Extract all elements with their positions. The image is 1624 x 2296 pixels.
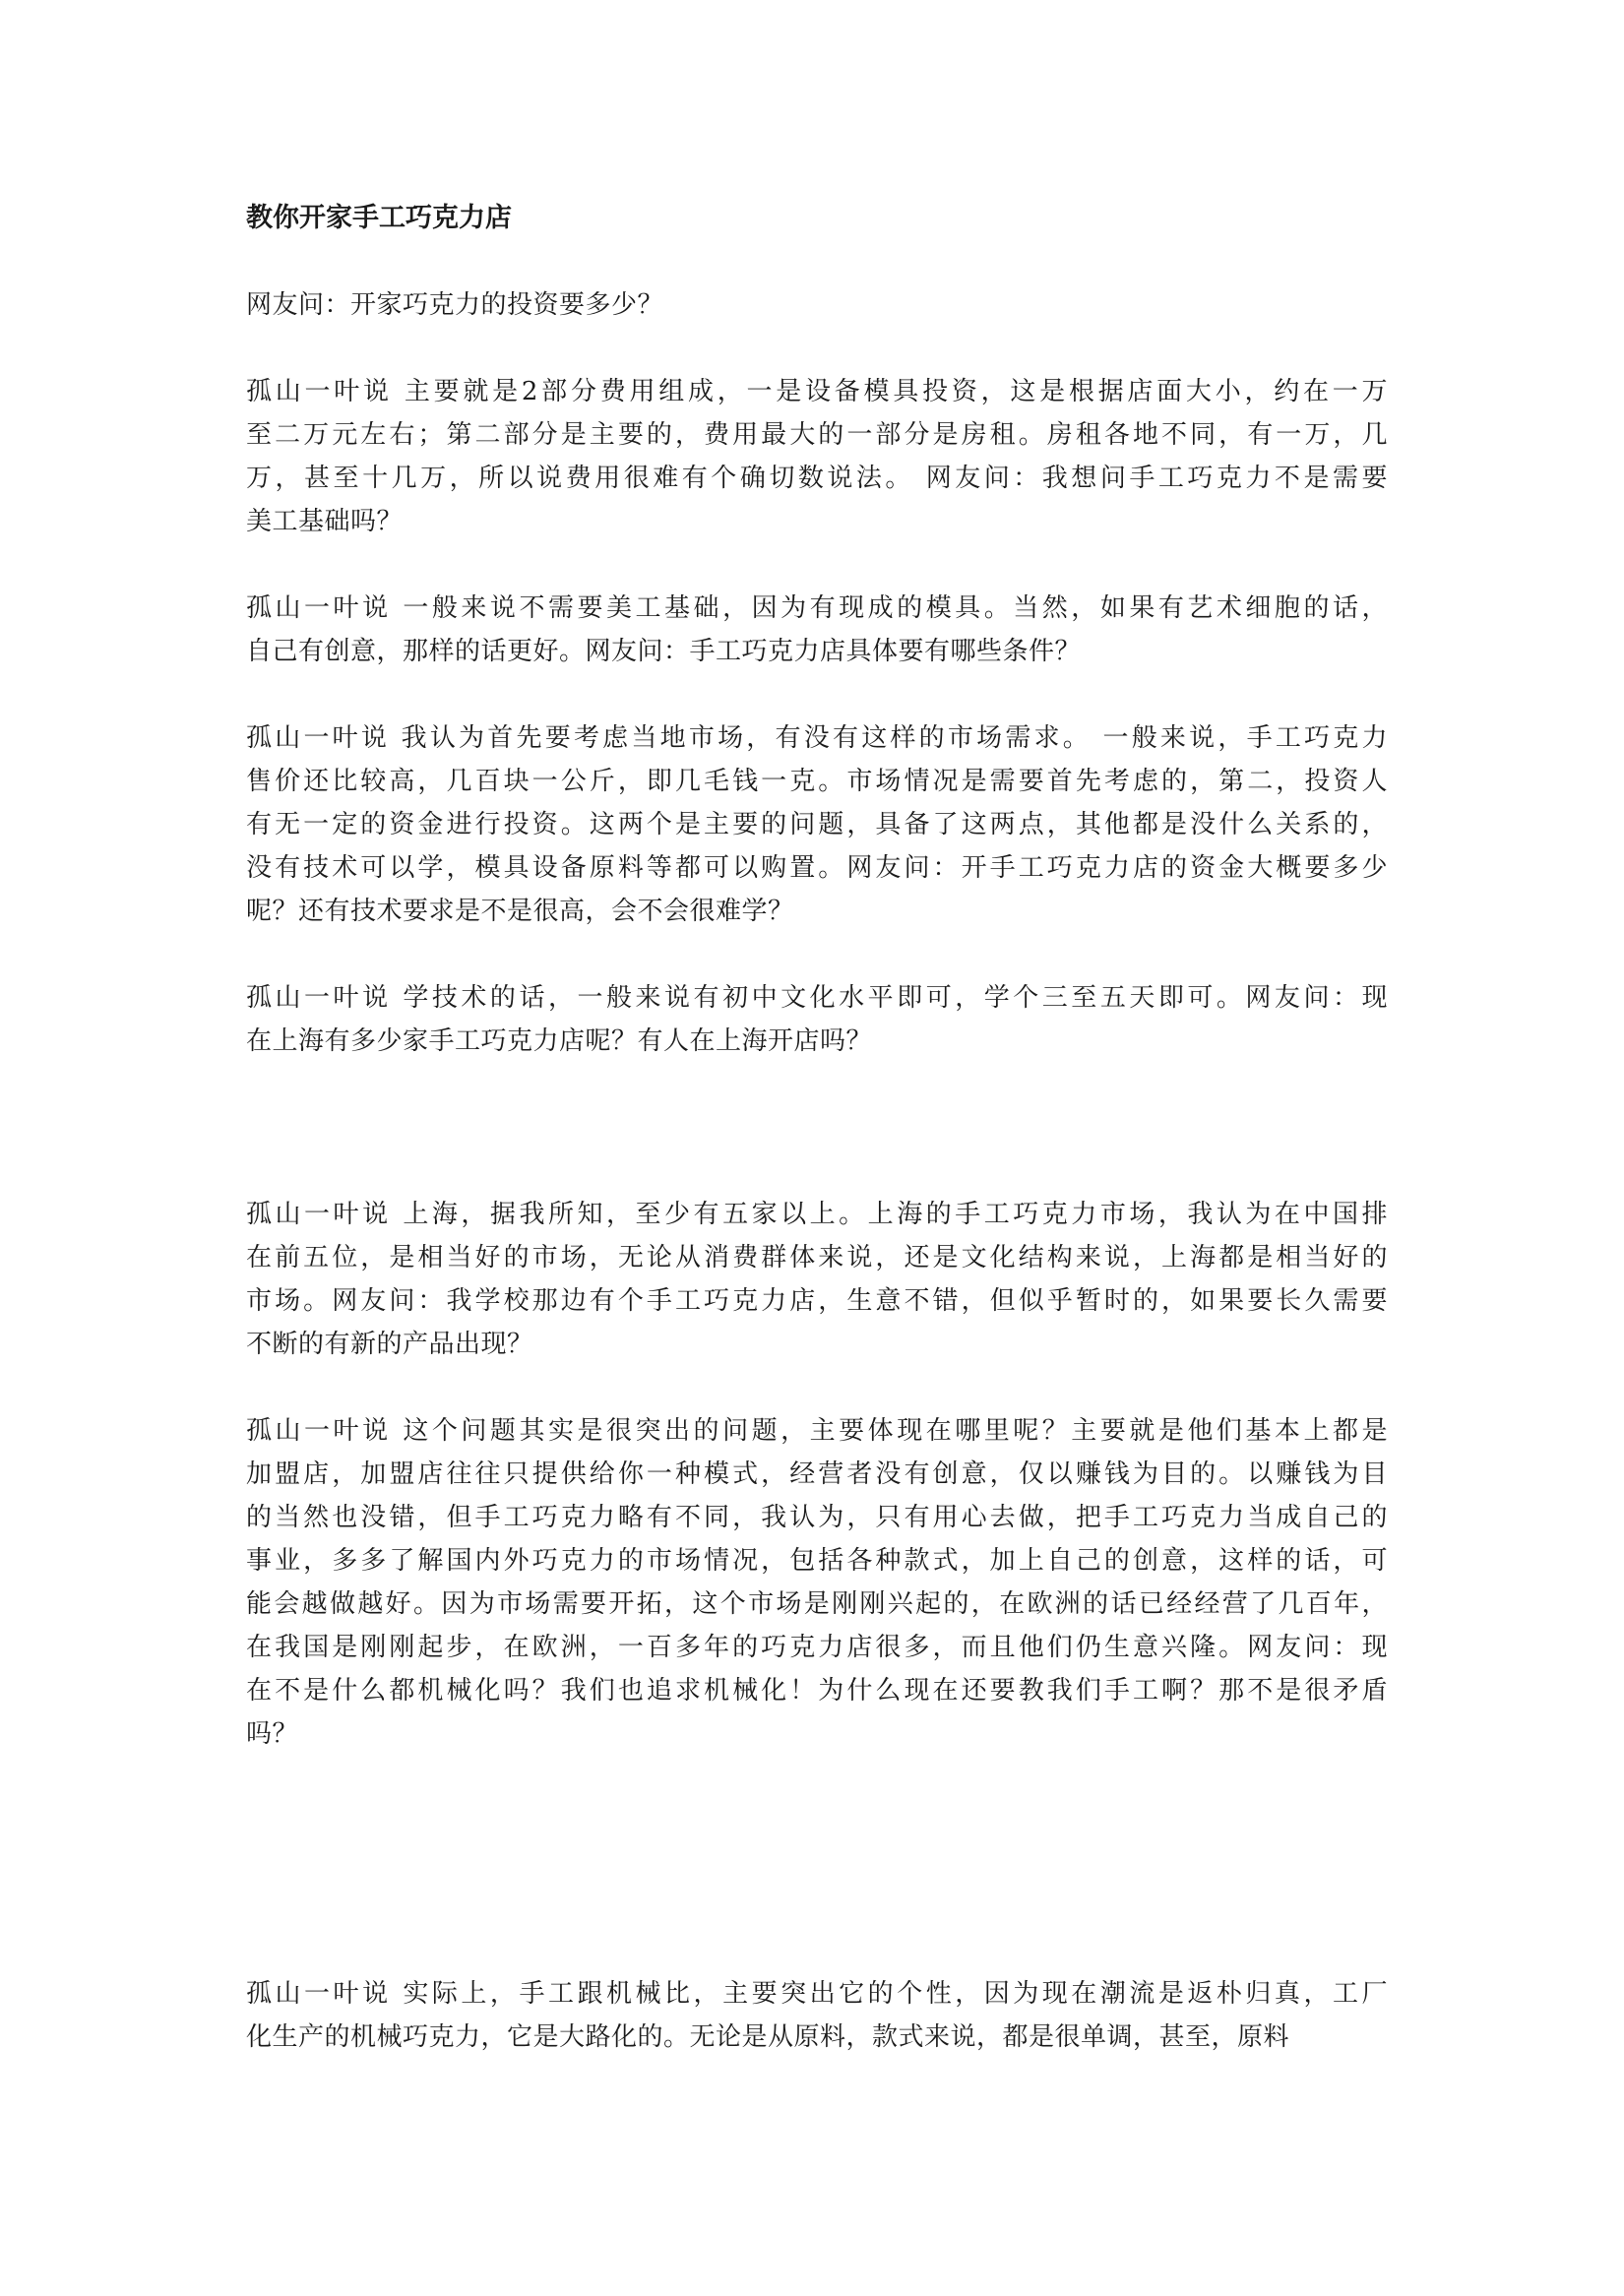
paragraph-line: 孤山一叶说 上海，据我所知，至少有五家以上。上海的手工巧克力市场，我认为在中国排 <box>246 1200 1388 1229</box>
paragraph-line: 没有技术可以学，模具设备原料等都可以购置。网友问：开手工巧克力店的资金大概要多少 <box>246 853 1388 883</box>
paragraph-line: 至二万元左右；第二部分是主要的，费用最大的一部分是房租。房租各地不同，有一万，几 <box>246 420 1388 450</box>
paragraph-line: 美工基础吗？ <box>246 507 404 536</box>
paragraph-line: 售价还比较高，几百块一公斤，即几毛钱一克。市场情况是需要首先考虑的，第二，投资人 <box>246 767 1388 796</box>
paragraph-line: 能会越做越好。因为市场需要开拓，这个市场是刚刚兴起的，在欧洲的话已经经营了几百年， <box>246 1589 1388 1619</box>
paragraph-line: 化生产的机械巧克力，它是大路化的。无论是从原料，款式来说，都是很单调，甚至，原料 <box>246 2022 1290 2052</box>
paragraph-question-investment <box>246 283 1388 327</box>
paragraph-answer-shanghai <box>246 1193 1388 1366</box>
paragraph-line: 万，甚至十几万，所以说费用很难有个确切数说法。 网友问：我想问手工巧克力不是需要 <box>246 464 1388 493</box>
paragraph-line: 不断的有新的产品出现？ <box>246 1330 533 1359</box>
paragraph-line: 在上海有多少家手工巧克力店呢？有人在上海开店吗？ <box>246 1026 873 1056</box>
paragraph-answer-costs <box>246 370 1388 543</box>
paragraph-line: 在我国是刚刚起步，在欧洲，一百多年的巧克力店很多，而且他们仍生意兴隆。网友问：现 <box>246 1633 1388 1662</box>
paragraph-line: 在不是什么都机械化吗？我们也追求机械化！为什么现在还要教我们手工啊？那不是很矛盾 <box>246 1676 1388 1706</box>
paragraph-line: 孤山一叶说 主要就是2部分费用组成，一是设备模具投资，这是根据店面大小，约在一万 <box>246 377 1388 406</box>
paragraph-line: 孤山一叶说 实际上，手工跟机械比，主要突出它的个性，因为现在潮流是返朴归真，工厂 <box>246 1979 1388 2009</box>
paragraph-line: 加盟店，加盟店往往只提供给你一种模式，经营者没有创意，仅以赚钱为目的。以赚钱为目 <box>246 1459 1388 1489</box>
paragraph-line: 呢？还有技术要求是不是很高，会不会很难学？ <box>246 897 794 926</box>
paragraph-answer-learning <box>246 976 1388 1063</box>
paragraph-line: 事业，多多了解国内外巧克力的市场情况，包括各种款式，加上自己的创意，这样的话，可 <box>246 1546 1388 1576</box>
paragraph-line: 孤山一叶说 学技术的话，一般来说有初中文化水平即可，学个三至五天即可。网友问：现 <box>246 983 1388 1013</box>
paragraph-line: 自己有创意，那样的话更好。网友问：手工巧克力店具体要有哪些条件？ <box>246 637 1082 666</box>
paragraph-answer-franchise <box>246 1409 1388 1756</box>
paragraph-line: 有无一定的资金进行投资。这两个是主要的问题，具备了这两点，其他都是没什么关系的， <box>246 810 1388 839</box>
paragraph-line: 孤山一叶说 我认为首先要考虑当地市场，有没有这样的市场需求。 一般来说，手工巧克力 <box>246 723 1388 753</box>
paragraph-line: 市场。网友问：我学校那边有个手工巧克力店，生意不错，但似乎暂时的，如果要长久需要 <box>246 1286 1388 1316</box>
paragraph-line: 的当然也没错，但手工巧克力略有不同，我认为，只有用心去做，把手工巧克力当成自己的 <box>246 1503 1388 1532</box>
paragraph-line: 吗？ <box>246 1719 299 1749</box>
paragraph-line: 网友问：开家巧克力的投资要多少？ <box>246 290 664 320</box>
paragraph-line: 在前五位，是相当好的市场，无论从消费群体来说，还是文化结构来说，上海都是相当好的 <box>246 1243 1388 1272</box>
paragraph-answer-art-skills <box>246 587 1388 673</box>
paragraph-answer-handmade <box>246 1972 1388 2059</box>
paragraph-line: 孤山一叶说 一般来说不需要美工基础，因为有现成的模具。当然，如果有艺术细胞的话， <box>246 593 1388 623</box>
document-title: 教你开家手工巧克力店 <box>246 203 512 233</box>
paragraph-line: 孤山一叶说 这个问题其实是很突出的问题，主要体现在哪里呢？主要就是他们基本上都是 <box>246 1416 1388 1446</box>
paragraph-answer-market <box>246 716 1388 933</box>
